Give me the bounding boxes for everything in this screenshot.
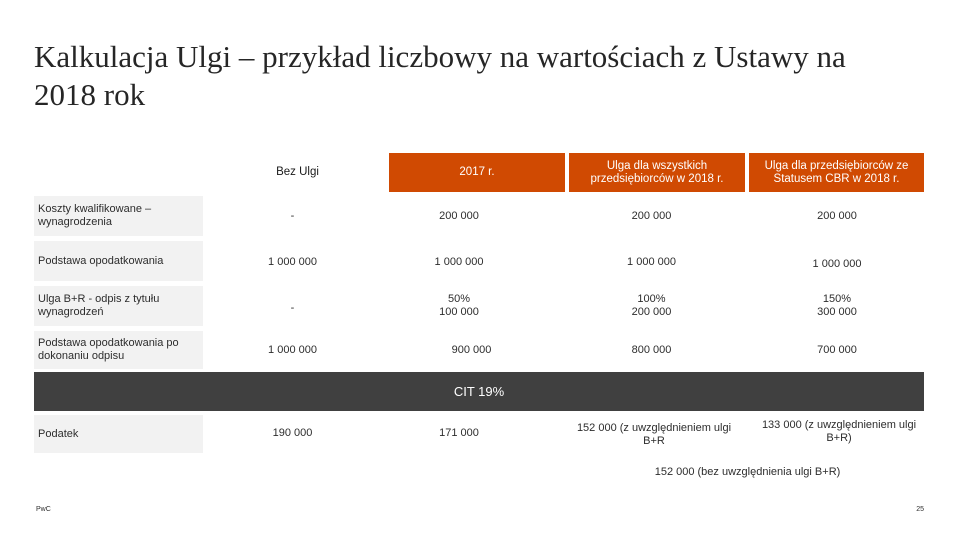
row-label-ulga-br: Ulga B+R - odpis z tytułu wynagrodzeń (34, 286, 203, 326)
cell-koszty-all-2018: 200 000 (631, 209, 672, 222)
cell-ulga-br-bez-ulgi: - (290, 301, 295, 314)
page-number: 25 (916, 506, 924, 513)
cell-podstawa-all-2018: 1 000 000 (627, 256, 676, 268)
cit-band: CIT 19% (34, 372, 924, 411)
cell-podatek-2017: 171 000 (439, 426, 479, 439)
cell-podatek-bez-ulgi: 190 000 (272, 426, 313, 439)
cell-podatek-cbr-2018: 133 000 (z uwzględnieniem ulgi B+R) (761, 419, 917, 444)
column-header-cbr-2018: Ulga dla przedsiębiorców ze Statusem CBR w 2018 r. (749, 153, 924, 192)
cell-po-odpisie-all-2018: 800 000 (631, 343, 672, 356)
cell-podstawa-bez-ulgi: 1 000 000 (268, 256, 317, 268)
cell-koszty-cbr-2018: 200 000 (817, 209, 857, 222)
cell-ulga-br-2017: 50% 100 000 (439, 293, 479, 318)
column-header-bez-ulgi: Bez Ulgi (276, 166, 319, 178)
cell-koszty-2017: 200 000 (439, 209, 479, 222)
row-label-podstawa: Podstawa opodatkowania (34, 241, 203, 281)
slide-title: Kalkulacja Ulgi – przykład liczbowy na wartościach z Ustawy na 2018 rok (34, 39, 846, 112)
cell-koszty-bez-ulgi: - (290, 209, 295, 222)
row-label-koszty: Koszty kwalifikowane – wynagrodzenia (34, 196, 203, 236)
cell-podstawa-cbr-2018: 1 000 000 (812, 258, 862, 270)
column-header-2017: 2017 r. (389, 153, 565, 192)
cell-ulga-br-all-2018: 100% 200 000 (631, 293, 672, 318)
column-header-all-2018: Ulga dla wszystkich przedsiębiorców w 2018 r. (569, 153, 745, 192)
row-label-podstawa-po-odpisie: Podstawa opodatkowania po dokonaniu odpisu (34, 331, 203, 369)
cell-podatek-all-2018: 152 000 (z uwzględnieniem ulgi B+R (576, 422, 732, 447)
cell-podstawa-2017: 1 000 000 (434, 256, 484, 268)
cell-po-odpisie-cbr-2018: 700 000 (817, 343, 857, 356)
cell-ulga-br-cbr-2018: 150% 300 000 (817, 293, 857, 318)
row-label-podatek: Podatek (34, 415, 203, 453)
brand-logo-text: PwC (36, 506, 51, 513)
cell-po-odpisie-2017: 900 000 (451, 343, 492, 356)
cell-po-odpisie-bez-ulgi: 1 000 000 (268, 343, 317, 356)
tax-note: 152 000 (bez uwzględnienia ulgi B+R) (654, 465, 841, 478)
